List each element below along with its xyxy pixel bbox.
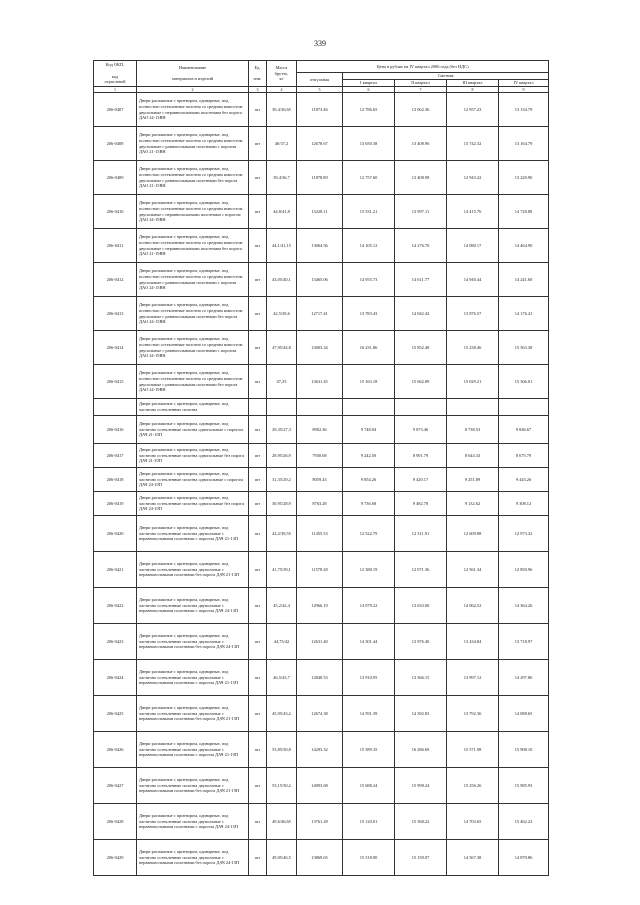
header-name-line: материалов и изделий [171, 76, 214, 82]
header-estimate-price: Сметная [343, 73, 549, 80]
item-mass: 28,95/26,9 [267, 444, 297, 468]
item-base-price: 12678.67 [297, 127, 343, 161]
item-unit: шт [249, 840, 267, 876]
item-price-q3: 14 703.65 [447, 804, 499, 840]
item-unit: шт [249, 732, 267, 768]
item-price-q4: 14 720.88 [499, 195, 549, 229]
item-mass: 44,1/41,15 [267, 229, 297, 263]
item-price-q4: 14 879.86 [499, 840, 549, 876]
item-price-q2: 14 042.42 [395, 297, 447, 331]
item-code: 206-0418 [94, 468, 137, 492]
item-price-q1: 13 650.38 [343, 127, 395, 161]
item-unit: шт [249, 263, 267, 297]
item-price-q3: 14 062.52 [447, 588, 499, 624]
item-price-q2: 13 976.40 [395, 624, 447, 660]
group-empty-cell [447, 399, 499, 416]
table-row [94, 331, 549, 365]
item-name: Двери распашные с притвором, одинарные, под полностью остекленные полотна со средним импостом двупольные с неравнопольными полотнами без порога ДАО 21-19ВН [137, 229, 249, 263]
item-base-price: 13465.06 [297, 263, 343, 297]
item-unit: шт [249, 660, 267, 696]
header-name [137, 61, 249, 87]
header-mass-line: брутто, [274, 70, 289, 76]
table-row [94, 161, 549, 195]
item-unit: шт [249, 365, 267, 399]
header-quarter: I квартал [343, 80, 395, 87]
item-price-q2: 16 286.69 [395, 732, 447, 768]
item-code: 206-0423 [94, 624, 137, 660]
item-price-q4: 8 675.79 [499, 444, 549, 468]
item-price-q2: 8 901.79 [395, 444, 447, 468]
header-quarter: IV квартал [499, 80, 549, 87]
item-mass: 45,2/42,4 [267, 588, 297, 624]
header-unit-line: Ед. [254, 65, 261, 71]
header-name-line: Наименование [178, 65, 207, 71]
table-row [94, 660, 549, 696]
item-price-q4: 9 443.26 [499, 468, 549, 492]
item-base-price: 12674.38 [297, 696, 343, 732]
item-name: Двери распашные с притвором, одинарные, под частично остекленные полотна двупольные с неравнопольными полотнами без порога ДАЧ 24-13П [137, 624, 249, 660]
item-price-q3: 12 561.34 [447, 552, 499, 588]
item-price-q4: 14 176.41 [499, 297, 549, 331]
item-unit: шт [249, 696, 267, 732]
item-price-q3: 13 997.12 [447, 660, 499, 696]
column-index: 5 [297, 87, 343, 93]
item-price-q2: 13 062.36 [395, 93, 447, 127]
price-table [93, 60, 549, 876]
item-price-q4: 15 985.93 [499, 768, 549, 804]
item-code: 206-0415 [94, 365, 137, 399]
item-base-price: 7930.68 [297, 444, 343, 468]
item-code: 206-0412 [94, 263, 137, 297]
header-mass-line: Масса [275, 65, 288, 71]
item-unit: шт [249, 468, 267, 492]
item-code: 206-0427 [94, 768, 137, 804]
item-price-q1: 9 854.26 [343, 468, 395, 492]
item-code: 206-0408 [94, 127, 137, 161]
item-price-q2: 13 408.96 [395, 127, 447, 161]
item-mass: 49,6/46,65 [267, 804, 297, 840]
item-price-q4: 14 364.26 [499, 588, 549, 624]
item-unit: шт [249, 229, 267, 263]
item-mass: 43,05/40,1 [267, 263, 297, 297]
item-price-q4: 13 134.79 [499, 93, 549, 127]
item-price-q1: 12 380.19 [343, 552, 395, 588]
table-row [94, 195, 549, 229]
item-name: Двери распашные с притвором, одинарные, под частично остекленные полотна двупольные с неравнопольными полотнами с порогом ДАЧ 21-15П [137, 660, 249, 696]
column-index: 1 [94, 87, 137, 93]
header-code-line: отраслевой [104, 79, 126, 85]
item-price-q4: 9 308.12 [499, 492, 549, 516]
item-mass: 40/37,2 [267, 127, 297, 161]
item-price-q3: 13 876.57 [447, 297, 499, 331]
item-price-q1: 14 955.73 [343, 263, 395, 297]
item-name: Двери распашные с притвором, одинарные, под частично остекленные полотна двупольные с неравнопольными полотнами с порогом ДАЧ 21-19П [137, 732, 249, 768]
item-price-q4: 13 220.90 [499, 161, 549, 195]
table-row [94, 365, 549, 399]
item-mass: 45,95/43,2 [267, 696, 297, 732]
table-row [94, 588, 549, 624]
item-mass: 47,95/44,8 [267, 331, 297, 365]
item-name: Двери распашные с притвором, одинарные, под полностью остекленные полотна со средним импостом двупольные с равнопольными полотнами без порога ДАО 21-15ВН [137, 161, 249, 195]
item-base-price: 14293.32 [297, 732, 343, 768]
item-name: Двери распашные с притвором, одинарные, под полностью остекленные полотна со средним импостом двупольные с равнопольными полотнами без порога ДАО 24-19ВН [137, 365, 249, 399]
header-mass-line: кг [279, 76, 284, 82]
table-row [94, 624, 549, 660]
header-quarter: II квартал [395, 80, 447, 87]
item-price-q3: 15 029.21 [447, 365, 499, 399]
item-price-q3: 14 080.17 [447, 229, 499, 263]
item-price-q4: 14 241.60 [499, 263, 549, 297]
item-mass: 44,75/42 [267, 624, 297, 660]
item-base-price: 13064.56 [297, 229, 343, 263]
item-price-q4: 14 464.90 [499, 229, 549, 263]
item-name: Двери распашные с притвором, одинарные, под частично остекленные полотна двупольные с неравнопольными полотнами без порога ДАЧ 21-15П [137, 696, 249, 732]
column-index: 3 [249, 87, 267, 93]
item-base-price: 13228.11 [297, 195, 343, 229]
item-price-q3: 15 238.46 [447, 331, 499, 365]
item-price-q2: 9 420.17 [395, 468, 447, 492]
item-price-q4: 13 164.79 [499, 127, 549, 161]
item-unit: шт [249, 127, 267, 161]
item-base-price: 12840.53 [297, 660, 343, 696]
item-unit: шт [249, 624, 267, 660]
table-row [94, 263, 549, 297]
item-base-price: 13631.45 [297, 365, 343, 399]
item-code: 206-0417 [94, 444, 137, 468]
item-price-q4: 13 718.97 [499, 624, 549, 660]
item-base-price: 11873.46 [297, 93, 343, 127]
item-price-q2: 9 073.46 [395, 416, 447, 444]
group-empty-cell [249, 399, 267, 416]
item-code: 206-0419 [94, 492, 137, 516]
item-unit: шт [249, 161, 267, 195]
item-base-price: 13003.34 [297, 331, 343, 365]
item-name: Двери распашные с притвором, одинарные, под частично остекленные полотна двупольные с неравнопольными полотнами с порогом ДАЧ 24-13П [137, 588, 249, 624]
item-price-q4: 15 306.01 [499, 365, 549, 399]
item-name: Двери распашные с притвором, одинарные, под полностью остекленные полотна со средним импостом двупольные с равнопольными полотнами с порогом ДАО 24-19ВН [137, 331, 249, 365]
item-mass: 47,25 [267, 365, 297, 399]
item-base-price: 8763.28 [297, 492, 343, 516]
column-index: 4 [267, 87, 297, 93]
item-price-q4: 15 908.10 [499, 732, 549, 768]
item-price-q2: 14 276.70 [395, 229, 447, 263]
item-price-q4: 14 088.65 [499, 696, 549, 732]
item-unit: шт [249, 492, 267, 516]
item-price-q3: 9 132.62 [447, 492, 499, 516]
item-price-q1: 14 079.22 [343, 588, 395, 624]
item-name: Двери распашные с притвором, одинарные, под частично остекленные полотна однопольные без порога ДАЧ 21-10П [137, 444, 249, 468]
item-price-q2: 15 998.24 [395, 768, 447, 804]
item-code: 206-0407 [94, 93, 137, 127]
item-base-price: 13761.28 [297, 804, 343, 840]
item-price-q1: 12 786.65 [343, 93, 395, 127]
item-unit: шт [249, 588, 267, 624]
table-row [94, 416, 549, 444]
header-code-line: Код ОКП, [105, 62, 125, 68]
item-price-q3: 8 644.33 [447, 444, 499, 468]
item-price-q1: 16 231.86 [343, 331, 395, 365]
item-price-q2: 15 368.22 [395, 804, 447, 840]
item-price-q1: 15 531.21 [343, 195, 395, 229]
table-row [94, 297, 549, 331]
column-index: 2 [137, 87, 249, 93]
item-price-q3: 12 957.23 [447, 93, 499, 127]
item-code: 206-0422 [94, 588, 137, 624]
item-price-q2: 13 366.15 [395, 660, 447, 696]
item-base-price: 12966.19 [297, 588, 343, 624]
group-row [94, 399, 549, 416]
table-row [94, 732, 549, 768]
item-price-q2: 12 311.91 [395, 516, 447, 552]
header-base-price: отпускная [297, 73, 343, 87]
column-index: 7 [395, 87, 447, 93]
item-mass: 39,4/36,7 [267, 161, 297, 195]
item-unit: шт [249, 768, 267, 804]
item-code: 206-0410 [94, 195, 137, 229]
item-price-q1: 14 301.44 [343, 624, 395, 660]
item-code: 206-0426 [94, 732, 137, 768]
item-mass: 53,85/50,8 [267, 732, 297, 768]
item-base-price: 11578.28 [297, 552, 343, 588]
header-unit-line: изм. [253, 76, 262, 82]
item-name: Двери распашные с притвором, одинарные, под полностью остекленные полотна со средним импостом двупольные с неравнопольными полотнами с порогом ДАО 24-19ВН [137, 195, 249, 229]
item-price-q4: 14 297.86 [499, 660, 549, 696]
table-row [94, 127, 549, 161]
item-unit: шт [249, 331, 267, 365]
item-price-q1: 12 757.60 [343, 161, 395, 195]
item-mass: 30,95/28,9 [267, 492, 297, 516]
item-price-q2: 15 662.89 [395, 365, 447, 399]
item-mass: 29,35/27,3 [267, 416, 297, 444]
item-base-price: 8059.43 [297, 468, 343, 492]
table-row [94, 93, 549, 127]
item-price-q2: 14 392.83 [395, 696, 447, 732]
item-mass: 46,5/43,7 [267, 660, 297, 696]
group-code-cell [94, 399, 137, 416]
group-empty-cell [395, 399, 447, 416]
item-price-q1: 15 120.01 [343, 804, 395, 840]
table-row [94, 804, 549, 840]
item-name: Двери распашные с притвором, одинарные, под частично остекленные полотна двупольные с неравнопольными полотнами без порога ДАЧ 21-13П [137, 552, 249, 588]
header-code [94, 61, 137, 87]
item-code: 206-0429 [94, 840, 137, 876]
item-name: Двери распашные с притвором, одинарные, под полностью остекленные полотна со средним импостом двупольные с равнопольными полотнами с порогом ДАО 21-15ВН [137, 127, 249, 161]
item-name: Двери распашные с притвором, одинарные, под полностью остекленные полотна со средним импостом двупольные с равнопольными полотнами без порога ДАО 24-15ВН [137, 297, 249, 331]
item-base-price: 12631.40 [297, 624, 343, 660]
item-code: 206-0425 [94, 696, 137, 732]
item-price-q3: 9 251.89 [447, 468, 499, 492]
item-unit: шт [249, 93, 267, 127]
item-code: 206-0416 [94, 416, 137, 444]
item-price-q2: 15 159.07 [395, 840, 447, 876]
item-name: Двери распашные с притвором, одинарные, под полностью остекленные полотна со средним импостом двупольные с равнопольными полотнами с порогом ДАО 24-15ВН [137, 263, 249, 297]
table-row [94, 552, 549, 588]
item-code: 206-0409 [94, 161, 137, 195]
item-price-q2: 12 071.36 [395, 552, 447, 588]
item-price-q3: 12 943.22 [447, 161, 499, 195]
item-price-q4: 12 973.32 [499, 516, 549, 552]
item-price-q4: 15 563.38 [499, 331, 549, 365]
item-unit: шт [249, 416, 267, 444]
group-empty-cell [499, 399, 549, 416]
item-price-q1: 15 163.18 [343, 365, 395, 399]
item-name: Двери распашные с притвором, одинарные, под частично остекленные полотна однопольные без порога ДАЧ 24-10П [137, 492, 249, 516]
item-code: 206-0428 [94, 804, 137, 840]
item-price-q2: 9 482.78 [395, 492, 447, 516]
page-number: 339 [314, 39, 326, 48]
item-mass: 42,5/39,6 [267, 297, 297, 331]
header-code-line: код [111, 73, 119, 79]
item-price-q1: 14 591.39 [343, 696, 395, 732]
column-index: 6 [343, 87, 395, 93]
item-price-q3: 12 609.88 [447, 516, 499, 552]
item-price-q1: 13 910.95 [343, 660, 395, 696]
item-price-q3: 13 792.36 [447, 696, 499, 732]
column-index: 9 [499, 87, 549, 93]
item-mass: 42,2/39,55 [267, 516, 297, 552]
item-price-q2: 15 852.48 [395, 331, 447, 365]
table-row [94, 444, 549, 468]
item-code: 206-0413 [94, 297, 137, 331]
item-name: Двери распашные с притвором, одинарные, под частично остекленные полотна двупольные с неравнопольными полотнами без порога ДАЧ 24-15П [137, 840, 249, 876]
item-price-q3: 13 434.84 [447, 624, 499, 660]
item-name: Двери распашные с притвором, одинарные, под частично остекленные полотна однопольные с порогом ДАЧ 24-10П [137, 468, 249, 492]
table-row [94, 492, 549, 516]
item-code: 206-0420 [94, 516, 137, 552]
item-price-q4: 15 462.23 [499, 804, 549, 840]
item-price-q4: 9 846.67 [499, 416, 549, 444]
item-mass: 53,15/50,2 [267, 768, 297, 804]
item-mass: 49,05/46,5 [267, 840, 297, 876]
header-mass [267, 61, 297, 87]
item-price-q1: 9 748.04 [343, 416, 395, 444]
item-unit: шт [249, 804, 267, 840]
item-price-q3: 14 940.44 [447, 263, 499, 297]
item-name: Двери распашные с притвором, одинарные, под частично остекленные полотна двупольные с неравнопольными полотнами без порога ДАЧ 21-19П [137, 768, 249, 804]
item-price-q3: 15 571.98 [447, 732, 499, 768]
item-code: 206-0424 [94, 660, 137, 696]
item-price-q3: 8 738.53 [447, 416, 499, 444]
group-empty-cell [343, 399, 395, 416]
table-header [94, 61, 549, 93]
item-name: Двери распашные с притвором, одинарные, под частично остекленные полотна двупольные с неравнопольными полотнами с порогом ДАЧ 21-13П [137, 516, 249, 552]
item-base-price: 13869.65 [297, 840, 343, 876]
item-base-price: 12717.41 [297, 297, 343, 331]
item-price-q1: 9 242.50 [343, 444, 395, 468]
item-price-q3: 15 256.26 [447, 768, 499, 804]
header-quarter: III квартал [447, 80, 499, 87]
item-name: Двери распашные с притвором, одинарные, под частично остекленные полотна однопольные с порогом ДАЧ 21-10П [137, 416, 249, 444]
item-code: 206-0411 [94, 229, 137, 263]
item-unit: шт [249, 444, 267, 468]
item-price-q1: 12 522.79 [343, 516, 395, 552]
table-row [94, 840, 549, 876]
item-price-q1: 9 736.68 [343, 492, 395, 516]
header-unit [249, 61, 267, 87]
table-row [94, 768, 549, 804]
item-code: 206-0414 [94, 331, 137, 365]
item-base-price: 14093.68 [297, 768, 343, 804]
item-unit: шт [249, 516, 267, 552]
item-name: Двери распашные с притвором, одинарные, под полностью остекленные полотна со средним импостом двупольные с неравнопольными полотнами без порога ДАО 24-13ВН [137, 93, 249, 127]
group-title: Двери распашные с притвором, одинарные, под частично остекленные полотна [137, 399, 249, 416]
group-empty-cell [267, 399, 297, 416]
column-index: 8 [447, 87, 499, 93]
item-mass: 41,75/39,1 [267, 552, 297, 588]
item-price-q2: 13 408.98 [395, 161, 447, 195]
item-base-price: 11455.53 [297, 516, 343, 552]
item-price-q3: 14 415.76 [447, 195, 499, 229]
item-price-q2: 13 997.11 [395, 195, 447, 229]
item-price-q2: 14 611.77 [395, 263, 447, 297]
item-price-q4: 12 850.96 [499, 552, 549, 588]
item-mass: 44,8/41,8 [267, 195, 297, 229]
table-row [94, 696, 549, 732]
item-price-q3: 13 742.32 [447, 127, 499, 161]
item-price-q1: 15 518.90 [343, 840, 395, 876]
item-price-q1: 15 589.35 [343, 732, 395, 768]
table-row [94, 229, 549, 263]
item-unit: шт [249, 195, 267, 229]
item-unit: шт [249, 297, 267, 331]
item-price-q1: 13 783.43 [343, 297, 395, 331]
item-unit: шт [249, 552, 267, 588]
item-base-price: 11878.89 [297, 161, 343, 195]
item-price-q2: 13 633.00 [395, 588, 447, 624]
table-row [94, 516, 549, 552]
item-mass: 39,4/36,65 [267, 93, 297, 127]
table-row [94, 468, 549, 492]
item-name: Двери распашные с притвором, одинарные, под частично остекленные полотна двупольные с неравнопольными полотнами с порогом ДАЧ 24-15П [137, 804, 249, 840]
item-base-price: 8902.36 [297, 416, 343, 444]
item-code: 206-0421 [94, 552, 137, 588]
item-price-q3: 14 567.38 [447, 840, 499, 876]
header-price-group: Цена в рублях на IV квартал 2006 года (без НДС) [297, 61, 549, 73]
table-body [94, 93, 549, 876]
group-empty-cell [297, 399, 343, 416]
item-price-q1: 15 688.24 [343, 768, 395, 804]
item-price-q1: 14 105.12 [343, 229, 395, 263]
item-mass: 31,35/29,2 [267, 468, 297, 492]
